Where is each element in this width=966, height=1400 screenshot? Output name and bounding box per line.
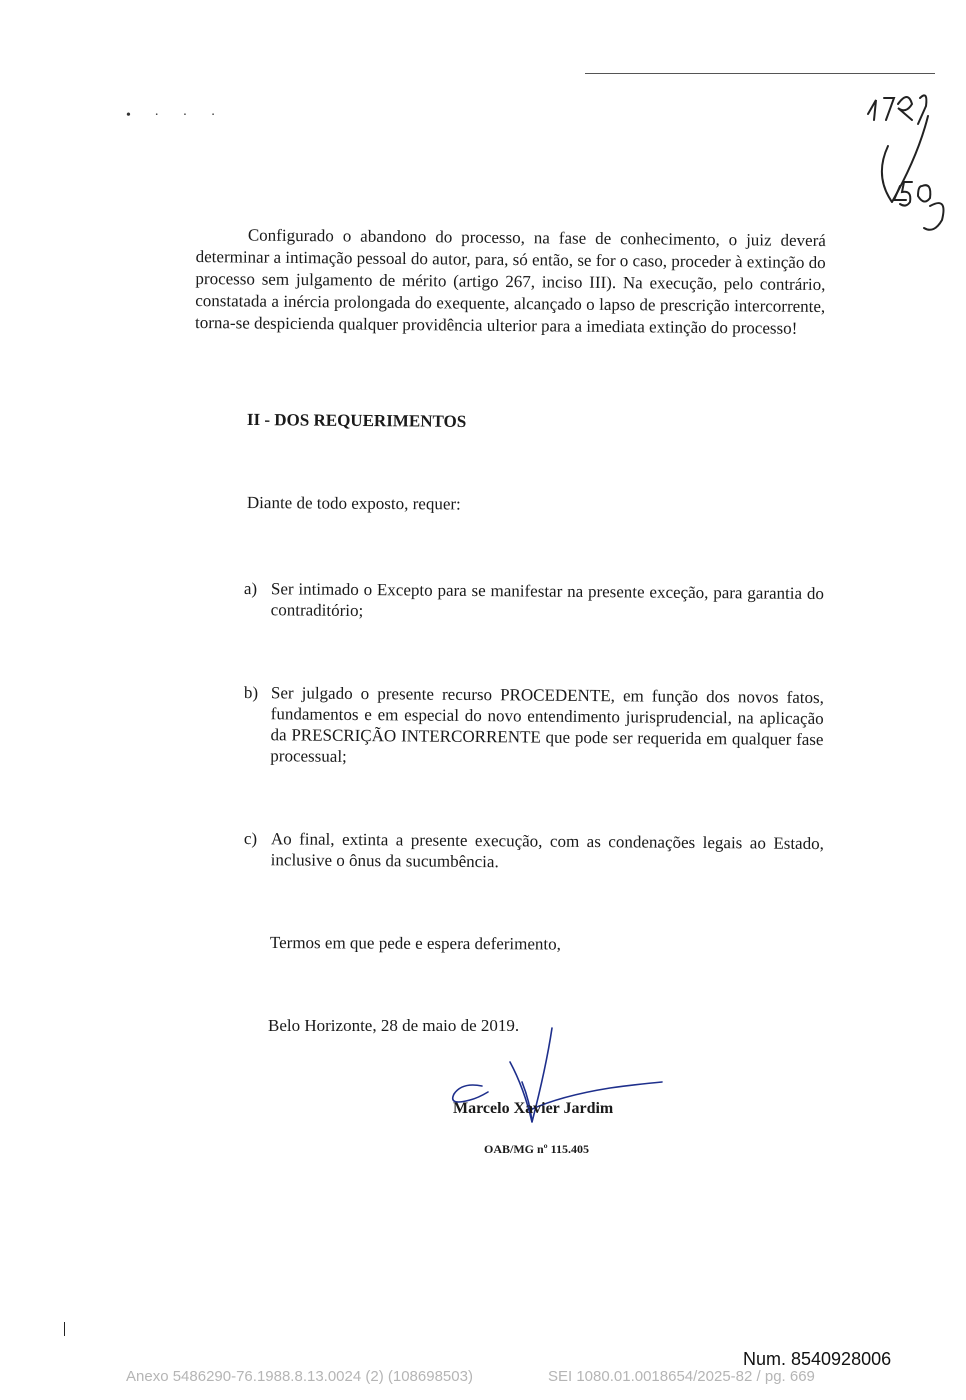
signer-name: Marcelo Xavier Jardim	[453, 1100, 614, 1117]
page-number-stamp	[858, 86, 958, 236]
request-item-b	[243, 682, 824, 771]
place-date: Belo Horizonte, 28 de maio de 2019.	[268, 1016, 520, 1035]
scan-marks: • · · ·	[126, 108, 226, 123]
body-paragraph: Configurado o abandono do processo, na fase de conhecimento, o juiz deverá determinar a intimação pessoal do autor, para, só então, se for o caso, proceder à extinção do processo sem julgamento de mérito (artigo 267, inciso III). Na execução, pelo contrário, constatada a inércia prolongada do exequente, alcançado o lapso de prescrição intercorrente, torna-se despicienda qualquer providência ulterior para a imediata extinção do processo!	[194, 225, 826, 338]
request-item-c	[244, 828, 824, 875]
request-text: Ser julgado o presente recurso PROCEDENTE, em função dos novos fatos, fundamentos e em especial do novo entendimento jurisprudencial, na aplicação da PRESCRIÇÃO INTERCORRENTE que pode ser requerida em qualquer fase processual;	[270, 683, 824, 766]
signer-registration: OAB/MG nº 115.405	[484, 1142, 589, 1156]
top-rule	[585, 73, 935, 74]
request-item-a	[244, 578, 824, 625]
request-label: c)	[243, 828, 258, 849]
document-number: Num. 8540928006	[743, 1349, 892, 1369]
closing-line: Termos em que pede e espera deferimento,	[269, 933, 561, 954]
margin-mark	[64, 1322, 65, 1336]
footer-sei-reference: SEI 1080.01.0018654/2025-82 / pg. 669	[548, 1368, 815, 1385]
requests-intro: Diante de todo exposto, requer:	[246, 493, 461, 514]
request-label: a)	[243, 578, 258, 599]
request-label: b)	[243, 682, 259, 703]
footer-annex-reference: Anexo 5486290-76.1988.8.13.0024 (2) (108698503)	[126, 1368, 473, 1385]
request-text: Ao final, extinta a presente execução, com as condenações legais ao Estado, inclusive o ônus da sucumbência.	[270, 829, 824, 872]
request-text: Ser intimado o Excepto para se manifestar na presente exceção, para garantia do contraditório;	[270, 579, 824, 621]
section-heading: II - DOS REQUERIMENTOS	[246, 410, 467, 431]
